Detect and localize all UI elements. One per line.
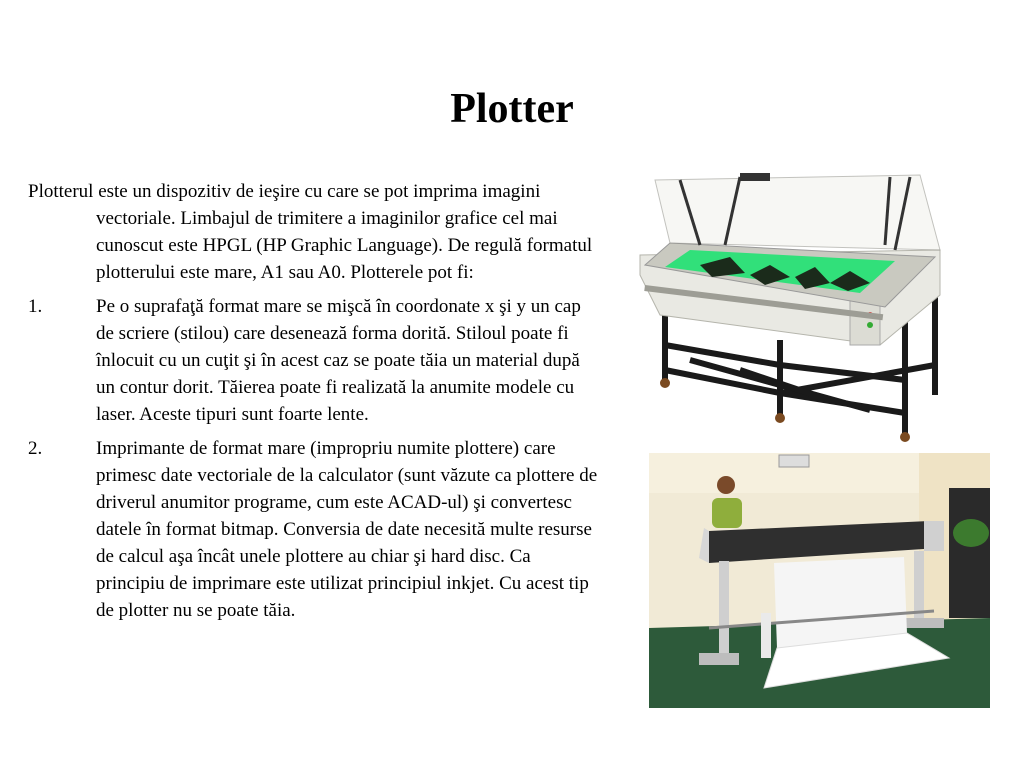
list-item-number: 1. [28,296,43,317]
list-item-text: Pe o suprafaţă format mare se mişcă în coordonate x şi y un cap de scriere (stilou) care desenează forma dorită. Stiloul poate fi înlocuit cu un cuţit şi în acest caz se poate tăia un material după un contur dorit. Tăierea poate fi realizată la anumite modele cu laser. Aceste tipuri sunt foarte lente. [96,296,581,425]
list-item-text: Imprimante de format mare (impropriu numite plottere) care primesc date vectoriale de la calculator (sunt văzute ca plottere de driverul anumitor programe, cum este ACAD-ul) şi convertesc datele în format bitmap. Conversia de date necesită multe resurse de calcul aşa încât unele plottere au chiar şi hard disc. Ca principiu de imprimare este utilizat principiul inkjet. Cu acest tip de plotter nu se poate tăia. [96,438,598,621]
slide-body [28,178,603,631]
list-item [28,293,603,428]
flatbed-plotter-image [620,165,950,445]
intro-paragraph: Plotterul este un dispozitiv de ieşire cu care se pot imprima imagini vectoriale. Limbajul de trimitere a imaginilor grafice cel mai cunoscut este HPGL (HP Graphic Language). De regulă formatul plotterului este mare, A1 sau A0. Plotterele pot fi: [28,181,593,283]
wide-format-printer-image [649,453,990,708]
list-item-number: 2. [28,438,43,459]
slide-title: Plotter [450,86,574,132]
list-item [28,435,603,624]
